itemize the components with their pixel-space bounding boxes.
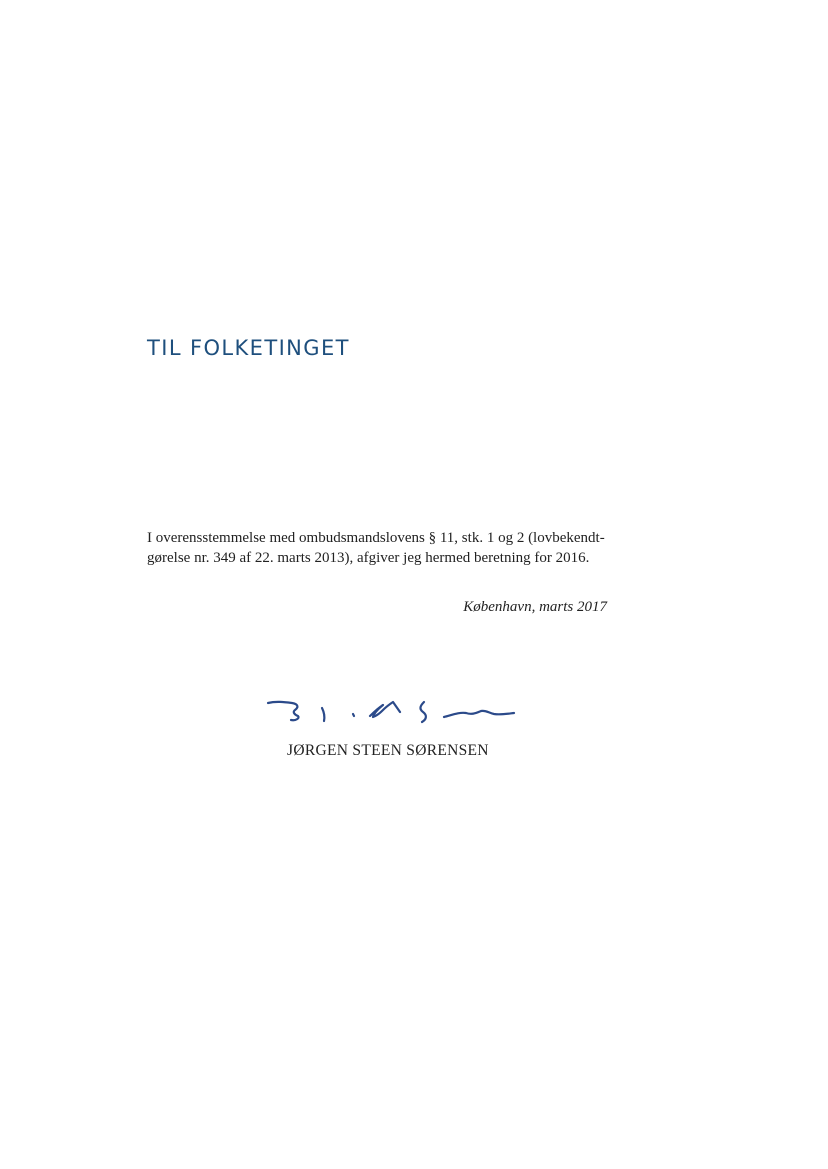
- page-title: TIL FOLKETINGET: [147, 336, 350, 360]
- handwritten-signature: [262, 694, 522, 734]
- place-and-date: København, marts 2017: [463, 599, 607, 615]
- signer-name: JØRGEN STEEN SØRENSEN: [287, 742, 489, 759]
- body-line-2: gørelse nr. 349 af 22. marts 2013), afgiver jeg hermed beretning for 2016.: [147, 550, 590, 566]
- body-paragraph: [147, 528, 617, 568]
- body-line-1: I overensstemmelse med ombudsmandslovens § 11, stk. 1 og 2 (lovbekendt-: [147, 530, 605, 546]
